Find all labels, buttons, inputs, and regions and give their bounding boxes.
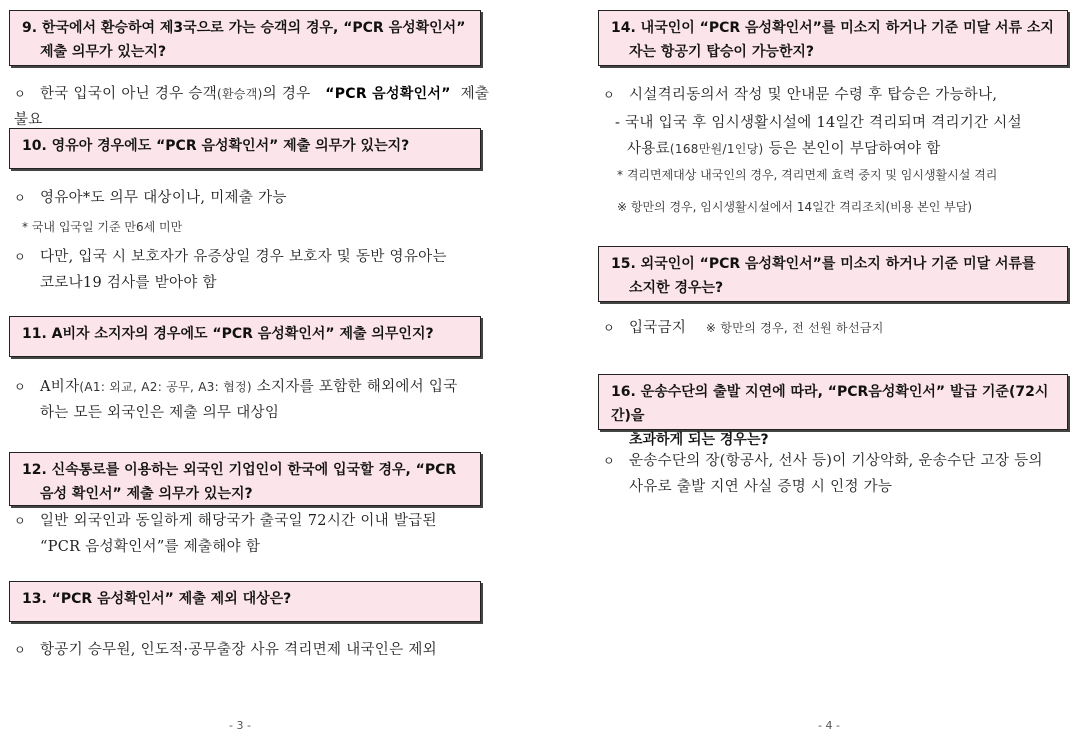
answer-14-text3-post: 등은 본인이 부담하여야 함 (768, 141, 941, 157)
page-number: - 3 - (229, 719, 251, 732)
page-4 (541, 0, 1082, 736)
answer-10-text2a: 다만, 입국 시 보호자가 유증상일 경우 보호자 및 동반 영유아는 (40, 249, 447, 265)
answer-12-line2: “PCR 음성확인서”를 제출해야 함 (40, 539, 261, 555)
answer-10-text1: 영유아*도 의무 대상이나, 미제출 가능 (40, 190, 287, 206)
question-14-box (598, 10, 1068, 66)
question-9-line1: 9. 한국에서 환승하여 제3국으로 가는 승객의 경우, “PCR 음성확인서” (22, 20, 466, 36)
answer-14-text3-small: (168만원/1인당) (669, 142, 764, 156)
bullet-icon: ㅇ (14, 87, 26, 101)
question-15-line2: 소지한 경우는? (629, 280, 724, 296)
answer-11-small: (A1: 외교, A2: 공무, A3: 협정) (79, 380, 252, 394)
question-13-line1: 13. “PCR 음성확인서” 제출 제외 대상은? (22, 591, 292, 607)
answer-15-main: 입국금지 (629, 320, 687, 336)
question-16-line1: 16. 운송수단의 출발 지연에 따라, “PCR음성확인서” 발급 기준(72시간)을 (611, 384, 1049, 424)
answer-9-emph: “PCR 음성확인서” (325, 86, 451, 102)
bullet-icon: ㅇ (603, 454, 615, 468)
answer-15 (603, 315, 1073, 341)
page-number: - 4 - (818, 719, 840, 732)
question-14-line2: 자는 항공기 탑승이 가능한지? (629, 44, 815, 60)
bullet-icon: ㅇ (14, 514, 26, 528)
question-9-box (9, 10, 481, 66)
question-13-box (9, 581, 481, 622)
question-16-line2: 초과하게 되는 경우는? (629, 432, 769, 448)
answer-9-post: 제출 불요 (14, 86, 490, 128)
question-12-box (9, 452, 481, 506)
question-12-line2: 음성 확인서” 제출 의무가 있는지? (40, 486, 253, 502)
question-15-box (598, 246, 1068, 302)
bullet-icon: ㅇ (14, 250, 26, 264)
answer-16-line1: 운송수단의 장(항공사, 선사 등)이 기상악화, 운송수단 고장 등의 (629, 453, 1043, 469)
answer-13-line1: 항공기 승무원, 인도적·공무출장 사유 격리면제 내국인은 제외 (40, 642, 437, 658)
question-9-line2: 제출 의무가 있는지? (40, 44, 167, 60)
answer-11-post: 소지자를 포함한 해외에서 입국 (256, 379, 458, 395)
answer-9-pre: 한국 입국이 아닌 경우 승객 (40, 86, 218, 102)
bullet-icon: ㅇ (603, 321, 615, 335)
question-10-line1: 10. 영유아 경우에도 “PCR 음성확인서” 제출 의무가 있는지? (22, 138, 410, 154)
answer-14-detail (615, 110, 1079, 162)
answer-10-line2 (14, 244, 514, 296)
answer-14-text1: 시설격리동의서 작성 및 안내문 수령 후 탑승은 가능하나, (629, 87, 998, 103)
answer-9 (14, 81, 504, 133)
answer-14-note2: ※ 항만의 경우, 임시생활시설에서 14일간 격리조치(비용 본인 부담) (617, 200, 973, 214)
answer-9-small: (환승객) (217, 87, 263, 101)
answer-9-mid: 의 경우 (262, 86, 311, 102)
answer-13 (14, 637, 514, 663)
answer-10-text2b: 코로나19 검사를 받아야 함 (40, 275, 217, 291)
answer-16-line2: 사유로 출발 지연 사실 증명 시 인정 가능 (629, 479, 893, 495)
answer-14-text3-pre: 사용료 (627, 141, 670, 157)
answer-10-note: * 국내 입국일 기준 만6세 미만 (22, 220, 183, 234)
answer-12 (14, 508, 514, 560)
bullet-icon: ㅇ (14, 643, 26, 657)
question-11-box (9, 316, 481, 357)
bullet-icon: ㅇ (14, 380, 26, 394)
answer-14-text2: 국내 입국 후 임시생활시설에 14일간 격리되며 격리기간 시설 (625, 115, 1022, 131)
question-16-box (598, 374, 1068, 448)
answer-14-line1 (603, 82, 1073, 108)
question-12-line1: 12. 신속통로를 이용하는 외국인 기업인이 한국에 입국할 경우, “PCR (22, 462, 457, 478)
bullet-icon: ㅇ (603, 88, 615, 102)
answer-12-line1: 일반 외국인과 동일하게 해당국가 출국일 72시간 이내 발급된 (40, 513, 437, 529)
question-15-line1: 15. 외국인이 “PCR 음성확인서”를 미소지 하거나 기준 미달 서류를 (611, 256, 1036, 272)
answer-15-note: ※ 항만의 경우, 전 선원 하선금지 (705, 321, 884, 335)
answer-11-pre: A비자 (40, 379, 80, 395)
answer-14-note1: * 격리면제대상 내국인의 경우, 격리면제 효력 중지 및 임시생활시설 격리 (617, 168, 998, 182)
question-10-box (9, 128, 481, 169)
dash-icon: - (615, 115, 621, 131)
answer-16 (603, 448, 1078, 500)
bullet-icon: ㅇ (14, 191, 26, 205)
question-11-line1: 11. A비자 소지자의 경우에도 “PCR 음성확인서” 제출 의무인지? (22, 326, 434, 342)
question-14-line1: 14. 내국인이 “PCR 음성확인서”를 미소지 하거나 기준 미달 서류 소지 (611, 20, 1054, 36)
answer-11 (14, 374, 514, 426)
answer-10-line1 (14, 185, 514, 211)
answer-11-line2: 하는 모든 외국인은 제출 의무 대상임 (40, 405, 280, 421)
